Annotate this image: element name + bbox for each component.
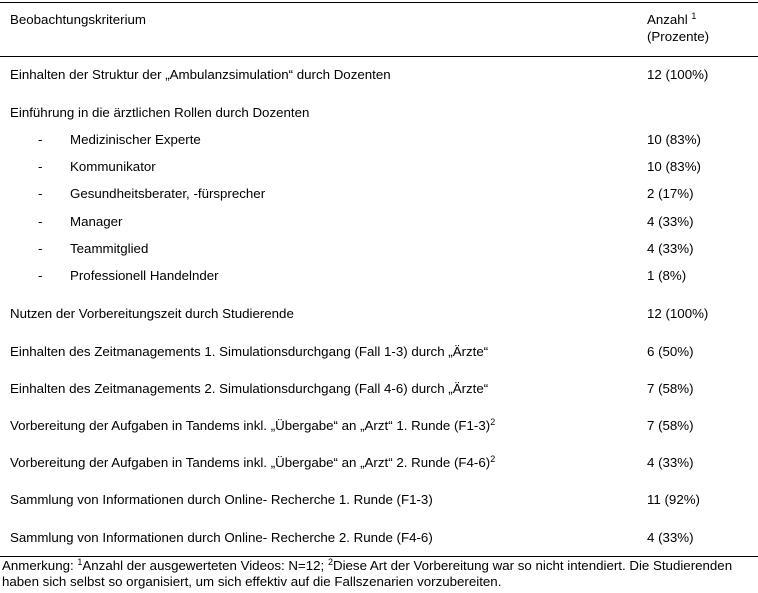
table-row-label: Einhalten des Zeitmanagements 1. Simulationsdurchgang (Fall 1-3) durch „Ärzte“: [10, 344, 489, 359]
header-criterion: Beobachtungskriterium: [10, 12, 146, 27]
table-row-value: 4 (33%): [647, 530, 694, 545]
table-footnote: Anmerkung: $^1$Anzahl der ausgewerteten Videos: N=12; $^2$Diese Art der Vorbereitung war so nicht intendiert. Die Studierenden haben sich selbst so organisiert, um sich effektiv auf die Fallszenarien vorzubereiten.: [2, 557, 733, 589]
table-row-value: 12 (100%): [647, 306, 709, 321]
table-row-value: 6 (50%): [647, 344, 694, 359]
table-row-value: 7 (58%): [647, 418, 694, 433]
table-row-label: Nutzen der Vorbereitungszeit durch Studierende: [10, 306, 294, 321]
table-row-label: Teammitglied: [70, 241, 149, 256]
list-dash: -: [38, 268, 43, 283]
table-row-label: Vorbereitung der Aufgaben in Tandems inkl. „Übergabe“ an „Arzt“ 1. Runde $(F1-3)^2$: [10, 417, 496, 433]
list-dash: -: [38, 241, 43, 256]
table-row-label: Gesundheitsberater, -fürsprecher: [70, 186, 266, 201]
list-dash: -: [38, 214, 43, 229]
table-row-value: 7 (58%): [647, 381, 694, 396]
table-row-value: 4 (33%): [647, 241, 694, 256]
table-row-label: Vorbereitung der Aufgaben in Tandems inkl. „Übergabe“ an „Arzt“ 2. Runde $(F4-6)^2$: [10, 454, 496, 470]
table-bottom-rule: [0, 556, 758, 557]
table-row-value: 10 (83%): [647, 132, 701, 147]
table-row-label: Manager: [70, 214, 123, 229]
table-row-value: 2 (17%): [647, 186, 694, 201]
header-percent: (Prozente): [647, 29, 710, 44]
table-row-value: 12 (100%): [647, 67, 709, 82]
table-row-label: Einhalten des Zeitmanagements 2. Simulationsdurchgang (Fall 4-6) durch „Ärzte“: [10, 381, 489, 396]
list-dash: -: [38, 186, 43, 201]
table-row-label: Einhalten der Struktur der „Ambulanzsimulation“ durch Dozenten: [10, 67, 391, 82]
table-row-label: Sammlung von Informationen durch Online- Recherche 1. Runde (F1-3): [10, 492, 433, 507]
list-dash: -: [38, 132, 43, 147]
table-top-rule: [0, 2, 758, 3]
table-row-value: 10 (83%): [647, 159, 701, 174]
table-row-value: 4 (33%): [647, 214, 694, 229]
table-row-value: 11 (92%): [647, 492, 700, 507]
header-rule: [0, 56, 758, 57]
table-row-value: 4 (33%): [647, 455, 694, 470]
table-row-label: Sammlung von Informationen durch Online- Recherche 2. Runde (F4-6): [10, 530, 433, 545]
table-row-value: 1 (8%): [647, 268, 687, 283]
header-count: Anzahl $^1$: [647, 11, 697, 27]
table-row-label: Einführung in die ärztlichen Rollen durch Dozenten: [10, 105, 310, 120]
table-row-label: Professionell Handelnder: [70, 268, 219, 283]
table-row-label: Medizinischer Experte: [70, 132, 201, 147]
list-dash: -: [38, 159, 43, 174]
table-row-label: Kommunikator: [70, 159, 156, 174]
